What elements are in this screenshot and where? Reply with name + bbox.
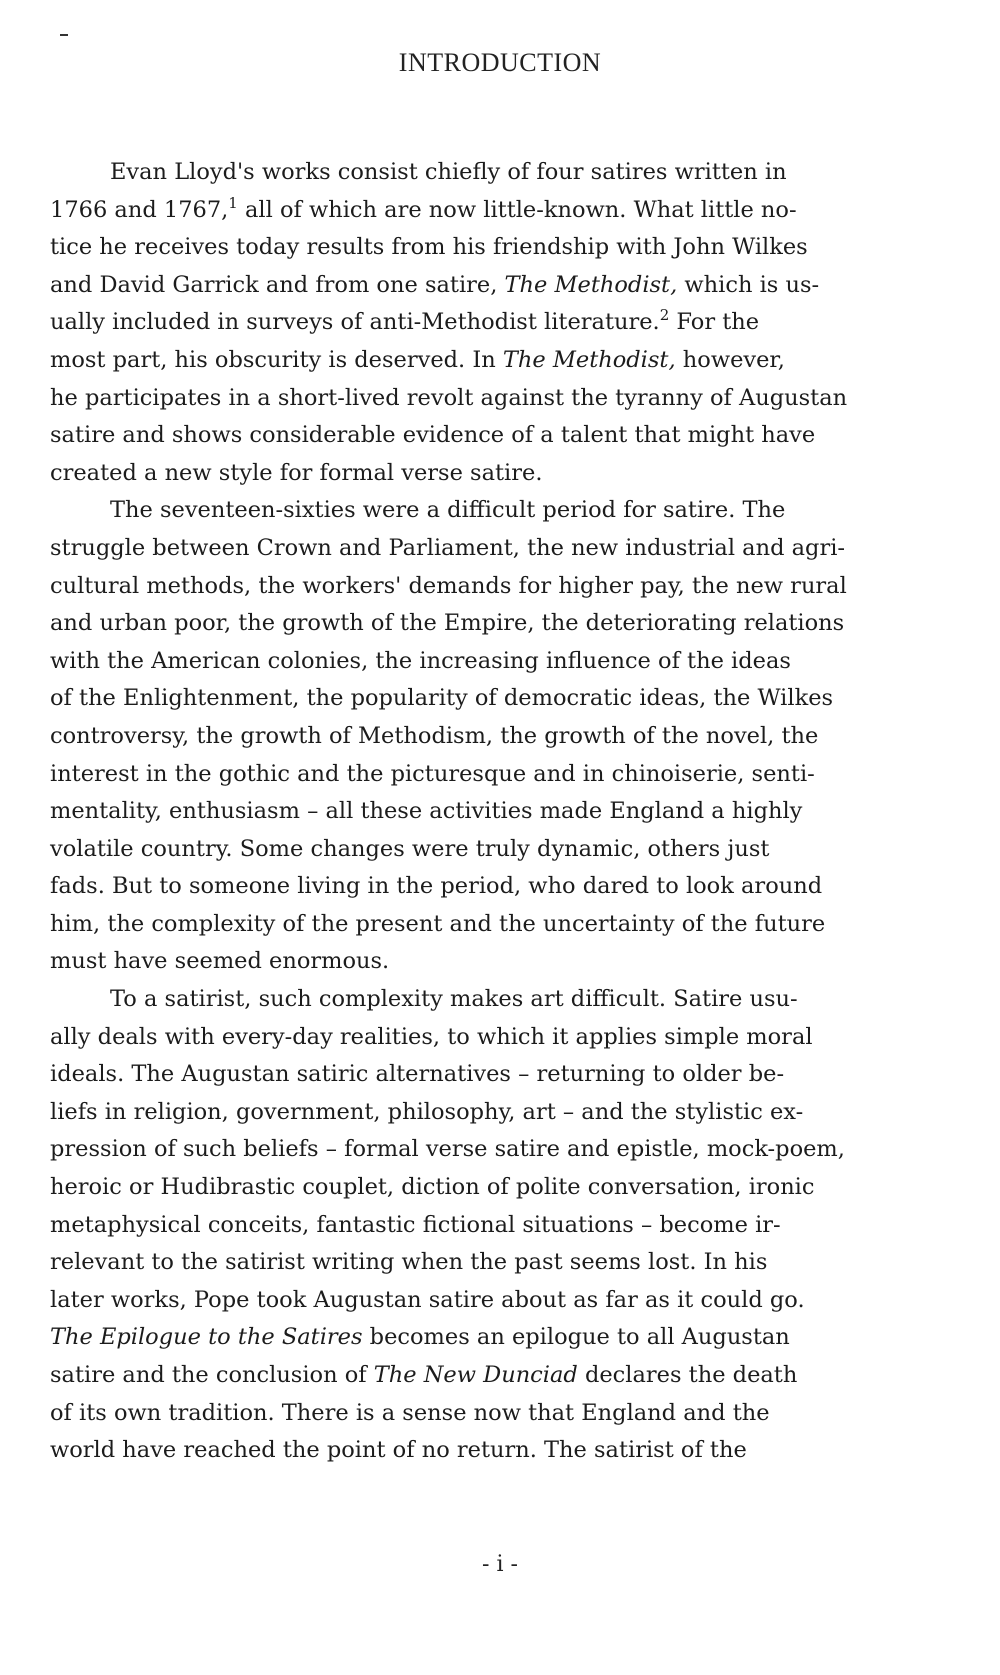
text-segment: declares the death — [577, 1362, 798, 1388]
text-segment: and David Garrick and from one satire, — [50, 271, 505, 298]
text-segment: liefs in religion, government, philosophy, art – and the stylistic ex- — [50, 1098, 804, 1125]
text-line — [50, 1395, 980, 1433]
text-segment: heroic or Hudibrastic couplet, diction of polite conversation, ironic — [50, 1174, 815, 1201]
text-line — [50, 304, 980, 342]
text-segment: interest in the gothic and the picturesque and in chinoiserie, senti- — [50, 760, 815, 787]
text-line — [50, 192, 980, 230]
text-segment: struggle between Crown and Parliament, the new industrial and agri- — [50, 534, 846, 561]
text-segment: controversy, the growth of Methodism, the growth of the novel, the — [50, 722, 819, 749]
italic-title: The Methodist, — [504, 271, 678, 298]
text-line — [50, 417, 980, 455]
text-line — [50, 492, 980, 530]
text-line — [50, 1056, 980, 1094]
text-line — [50, 1094, 980, 1132]
text-segment: with the American colonies, the increasing influence of the ideas — [50, 647, 791, 674]
text-segment: world have reached the point of no return. The satirist of the — [50, 1437, 747, 1464]
text-line — [50, 1131, 980, 1169]
text-line — [50, 1432, 980, 1470]
text-line — [50, 455, 980, 493]
italic-title: The Epilogue to the Satires — [50, 1324, 363, 1351]
text-line — [50, 718, 980, 756]
text-line — [50, 530, 980, 568]
text-segment: of its own tradition. There is a sense now that England and the — [50, 1399, 770, 1426]
text-segment: The seventeen-sixties were a difficult period for satire. The — [110, 497, 786, 524]
text-line — [50, 906, 980, 944]
italic-title: The New Dunciad — [373, 1362, 578, 1388]
text-line — [50, 943, 980, 981]
text-line — [50, 1244, 980, 1282]
text-segment: To a satirist, such complexity makes art difficult. Satire usu- — [110, 986, 798, 1013]
footnote-ref: 2 — [659, 306, 670, 325]
text-segment: most part, his obscurity is deserved. In — [50, 346, 503, 373]
text-line — [50, 756, 980, 794]
text-segment: of the Enlightenment, the popularity of democratic ideas, the Wilkes — [50, 685, 834, 712]
text-segment: satire and shows considerable evidence of a talent that might have — [50, 422, 816, 449]
text-segment: him, the complexity of the present and the uncertainty of the future — [50, 910, 826, 937]
text-segment: becomes an epilogue to all Augustan — [362, 1324, 790, 1351]
body-text — [50, 154, 980, 1470]
text-line — [50, 1357, 980, 1395]
text-segment: relevant to the satirist writing when the past seems lost. In his — [50, 1249, 768, 1276]
text-segment: which is us- — [677, 271, 820, 298]
text-segment: and urban poor, the growth of the Empire, the deteriorating relations — [50, 610, 845, 637]
page-title: INTRODUCTION — [398, 48, 602, 77]
page-number: - i - — [482, 1552, 518, 1577]
text-segment: however, — [675, 346, 785, 373]
text-segment: he participates in a short-lived revolt against the tyranny of Augustan — [50, 384, 848, 411]
text-segment: all of which are now little-known. What little no- — [237, 196, 797, 223]
italic-title: The Methodist, — [502, 346, 676, 373]
footnote-ref: 1 — [228, 193, 238, 212]
text-segment: created a new style for formal verse satire. — [50, 459, 543, 486]
text-line — [50, 680, 980, 718]
text-segment: ally deals with every-day realities, to which it applies simple moral — [50, 1023, 813, 1050]
text-segment: pression of such beliefs – formal verse satire and epistle, mock-poem, — [50, 1136, 845, 1163]
text-line — [50, 1319, 980, 1357]
text-segment: Evan Lloyd's works consist chiefly of four satires written in — [110, 159, 787, 185]
text-line — [50, 229, 980, 267]
text-line — [50, 793, 980, 831]
text-segment: later works, Pope took Augustan satire about as far as it could go. — [50, 1286, 805, 1313]
text-segment: ually included in surveys of anti-Methodist literature. — [50, 309, 660, 336]
text-line — [50, 380, 980, 418]
text-line — [50, 831, 980, 869]
text-segment: For the — [669, 309, 760, 336]
text-line — [50, 1019, 980, 1057]
text-line — [50, 981, 980, 1019]
text-segment: ideals. The Augustan satiric alternatives – returning to older be- — [50, 1061, 785, 1088]
text-segment: volatile country. Some changes were truly dynamic, others just — [50, 835, 770, 862]
text-line — [50, 868, 980, 906]
text-segment: tice he receives today results from his friendship with John Wilkes — [50, 234, 808, 261]
text-segment: metaphysical conceits, fantastic fictional situations – become ir- — [50, 1211, 781, 1238]
text-segment: cultural methods, the workers' demands for higher pay, the new rural — [50, 572, 847, 599]
text-line — [50, 643, 980, 681]
text-segment: must have seemed enormous. — [50, 948, 390, 975]
text-segment: 1766 and 1767, — [50, 196, 229, 223]
text-line — [50, 1169, 980, 1207]
text-segment: mentality, enthusiasm – all these activities made England a highly — [50, 798, 803, 825]
text-line — [50, 568, 980, 606]
text-segment: fads. But to someone living in the period, who dared to look around — [50, 873, 823, 900]
text-segment: satire and the conclusion of — [50, 1362, 374, 1388]
text-line — [50, 267, 980, 305]
text-line — [50, 605, 980, 643]
stray-mark — [60, 34, 68, 36]
text-line — [50, 1282, 980, 1320]
text-line — [50, 1207, 980, 1245]
text-line — [50, 154, 980, 192]
text-line — [50, 342, 980, 380]
